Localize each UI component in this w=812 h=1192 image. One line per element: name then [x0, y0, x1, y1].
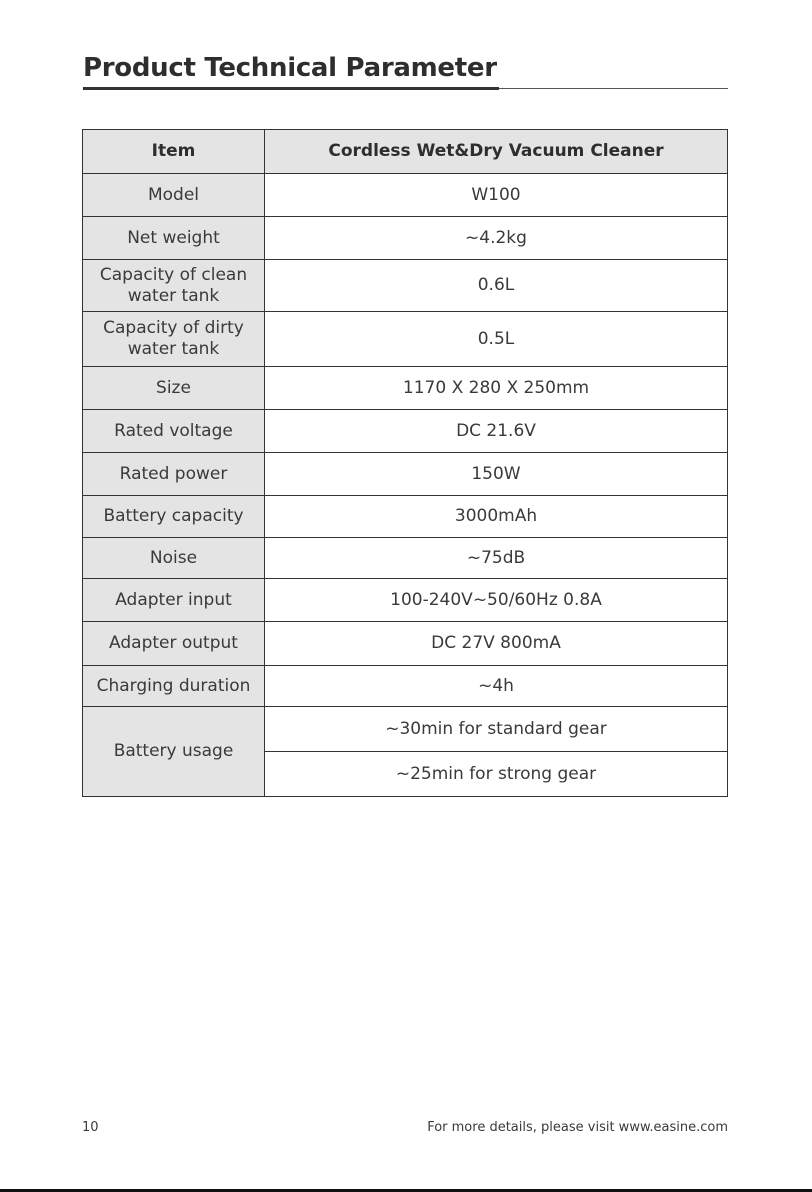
table-row [83, 312, 728, 367]
row-label: Net weight [83, 217, 265, 260]
row-value: 0.5L [265, 312, 728, 367]
table-row [83, 217, 728, 260]
table-row [83, 453, 728, 496]
row-value: ~75dB [265, 538, 728, 579]
row-value: ~4.2kg [265, 217, 728, 260]
row-label: Battery usage [83, 707, 265, 797]
row-value: W100 [265, 174, 728, 217]
table-header-row [83, 130, 728, 174]
table-row [83, 367, 728, 410]
row-value: 3000mAh [265, 496, 728, 538]
row-label: Rated voltage [83, 410, 265, 453]
row-label: Capacity of clean water tank [83, 260, 265, 312]
row-label: Adapter output [83, 622, 265, 666]
row-label: Battery capacity [83, 496, 265, 538]
row-value: ~30min for standard gear [265, 707, 728, 752]
header-product: Cordless Wet&Dry Vacuum Cleaner [265, 130, 728, 174]
header-item: Item [83, 130, 265, 174]
spec-table [82, 129, 728, 797]
row-value: 100-240V~50/60Hz 0.8A [265, 579, 728, 622]
table-row [83, 174, 728, 217]
table-row [83, 410, 728, 453]
row-label: Model [83, 174, 265, 217]
table-row [83, 666, 728, 707]
title-underline-thick [83, 87, 499, 90]
table-row [83, 622, 728, 666]
row-value: 0.6L [265, 260, 728, 312]
row-value: 1170 X 280 X 250mm [265, 367, 728, 410]
row-value: ~4h [265, 666, 728, 707]
row-value: DC 21.6V [265, 410, 728, 453]
row-value: ~25min for strong gear [265, 752, 728, 797]
row-label: Adapter input [83, 579, 265, 622]
row-label: Rated power [83, 453, 265, 496]
row-value: DC 27V 800mA [265, 622, 728, 666]
row-label: Noise [83, 538, 265, 579]
row-value: 150W [265, 453, 728, 496]
table-row [83, 260, 728, 312]
page-title: Product Technical Parameter [83, 53, 497, 83]
row-label: Charging duration [83, 666, 265, 707]
table-row [83, 579, 728, 622]
page-number: 10 [82, 1120, 99, 1135]
table-row [83, 496, 728, 538]
footer-website-note: For more details, please visit www.easine.com [427, 1120, 728, 1135]
row-label: Capacity of dirty water tank [83, 312, 265, 367]
table-row [83, 538, 728, 579]
row-label: Size [83, 367, 265, 410]
table-row [83, 707, 728, 752]
